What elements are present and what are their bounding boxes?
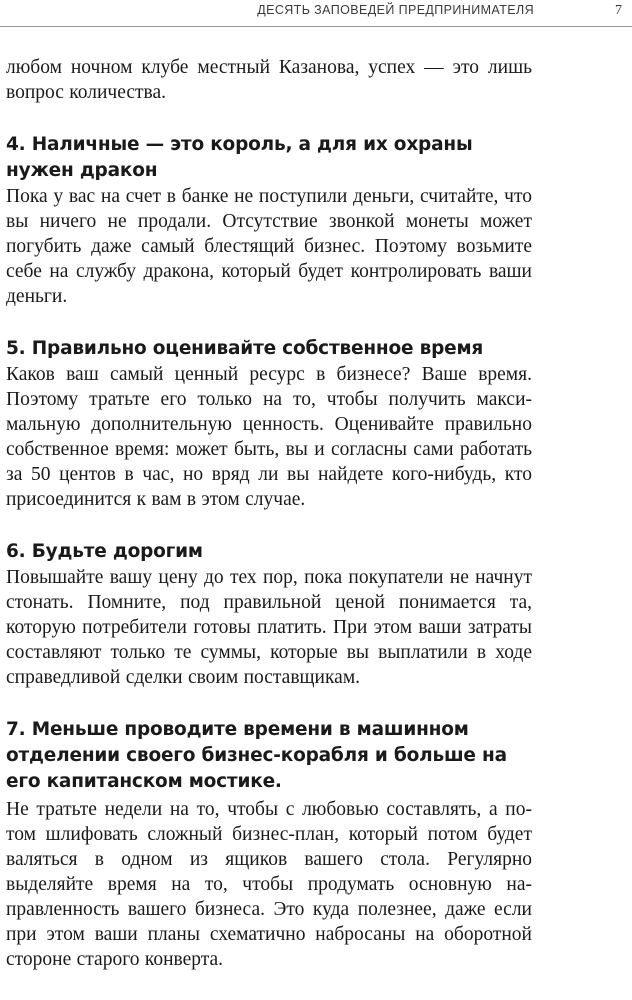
section-body: Каков ваш самый ценный ресурс в бизнесе? Ваше время. Поэтому тратьте его только на то, чтобы получить максимальную дополнительную ценность. Оценивайте правильно собственное время: может быть, вы и согласны сами работать за 50 центов в час, но вряд ли вы найдете кого-нибудь, кто присоединится к вам в этом случае.: [6, 364, 532, 510]
section-7: [6, 717, 532, 972]
section-heading: 5. Правильно оценивайте собственное время: [6, 338, 484, 359]
section-6: [6, 539, 532, 690]
running-title: ДЕСЯТЬ ЗАПОВЕДЕЙ ПРЕДПРИНИМАТЕЛЯ: [257, 3, 534, 17]
intro-paragraph: любом ночном клубе местный Казанова, успех — это лишь вопрос количества.: [6, 57, 532, 103]
page-body: [6, 55, 532, 972]
section-heading: 4. Наличные — это король, а для их охраны нужен дракон: [6, 134, 473, 181]
running-header: [0, 0, 632, 27]
section-body: Пока у вас на счет в банке не поступили деньги, считайте, что вы ничего не продали. Отсутствие звонкой монеты может погубить даже самый блестящий бизнес. Поэтому возьмите себе на службу дракона, который будет контролировать ваши деньги.: [6, 186, 532, 307]
section-heading: 6. Будьте дорогим: [6, 541, 203, 562]
section-body: Повышайте вашу цену до тех пор, пока покупатели не начнут стонать. Помните, под правильной ценой понимается та, которую потребители готовы платить. При этом ваши затраты составляют только те суммы, которые вы выплатили в ходе справедливой сделки своим поставщикам.: [6, 567, 532, 688]
page-number: 7: [615, 3, 622, 18]
section-5: [6, 336, 532, 512]
section-heading: 7. Меньше проводите времени в машинном отделении своего бизнес-корабля и больше на его капитанском мостике.: [6, 719, 507, 792]
section-body: Не тратьте недели на то, чтобы с любовью составлять, а потом шлифовать сложный бизнес-план, который потом будет валяться в одном из ящиков вашего стола. Регулярно выделяйте время на то, чтобы продумать основную направленность вашего бизнеса. Это куда полезнее, даже если при этом ваши планы схематично набросаны на оборотной стороне старого конверта.: [6, 799, 532, 970]
section-4: [6, 132, 532, 309]
